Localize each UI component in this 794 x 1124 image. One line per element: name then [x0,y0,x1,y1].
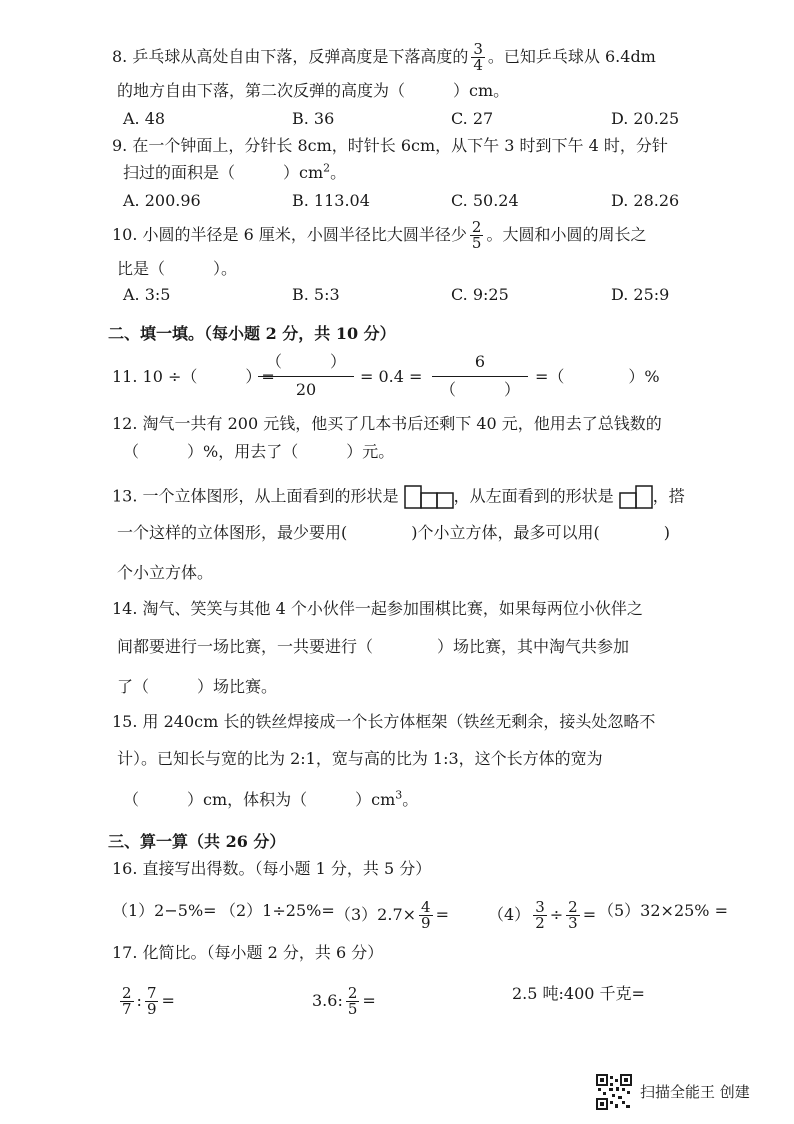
q14-line1: 14. 淘气、笑笑与其他 4 个小伙伴一起参加围棋比赛，如果每两位小伙伴之 [112,599,643,618]
q17-title: 17. 化简比。（每小题 2 分，共 6 分） [112,943,384,962]
q8-fraction: $\frac{3}{4}$ [473,40,483,74]
q14-line3: 了（ ）场比赛。 [117,677,278,696]
section-2-heading: 二、填一填。（每小题 2 分，共 10 分） [108,324,396,343]
q8-option-a: A. 48 [123,109,166,128]
q13-line2: 一个这样的立体图形，最少要用( )个小立方体，最多可以用( ) [117,523,670,542]
q16-item-3: （3）2.7× $\frac{4}{9}$ = [335,898,449,932]
scanner-watermark: 扫描全能王 创建 [640,1083,750,1101]
q16-item-2: （2）1÷25%= [220,901,335,920]
q13-line1: 13. 一个立体图形，从上面看到的形状是 ，从左面看到的形状是 ，搭 [112,485,685,509]
q8-option-b: B. 36 [292,109,335,128]
q10-option-b: B. 5:3 [292,285,340,304]
q16-item-5: （5）32×25% = [598,901,729,920]
q10-option-a: A. 3:5 [123,285,171,304]
q10-fraction: $\frac{2}{5}$ [471,218,482,252]
left-view-shape-icon [619,485,653,509]
q10-option-c: C. 9:25 [451,285,509,304]
q14-line2: 间都要进行一场比赛，一共要进行（ ）场比赛，其中淘气共参加 [117,637,630,656]
q11-frac2-bar [432,376,528,377]
q17-item-b: 3.6: $\frac{2}{5}$ = [312,984,376,1018]
q11-tail: =（ ）% [535,367,660,386]
q10-option-d: D. 25:9 [611,285,670,304]
q15-line3: （ ）cm，体积为（ ）$cm^3$。 [123,788,419,809]
q15-line1: 15. 用 240cm 长的铁丝焊接成一个长方体框架（铁丝无剩余，接头处忽略不 [112,712,656,731]
section-3-heading: 三、算一算（共 26 分） [108,832,286,851]
q12-line1: 12. 淘气一共有 200 元钱，他买了几本书后还剩下 40 元，他用去了总钱数的 [112,414,662,433]
q11-frac1-numerator: （ ） [265,352,346,371]
q9-line1: 9. 在一个钟面上，分针长 8cm，时针长 6cm，从下午 3 时到下午 4 时，分针 [112,136,668,155]
q8-option-c: C. 27 [451,109,494,128]
q16-item-1: （1）2−5%= [112,901,217,920]
q16-title: 16. 直接写出得数。（每小题 1 分，共 5 分） [112,859,432,878]
q17-item-a: $\frac{2}{7}$ : $\frac{7}{9}$ = [122,984,175,1018]
q17-item-c: 2.5 吨:400 千克= [512,984,645,1003]
q9-line2: 扫过的面积是（ ）$cm^2$。 [123,161,347,182]
q11-frac1-denominator: 20 [295,380,317,399]
q13-line3: 个小立方体。 [117,563,214,582]
q9-option-d: D. 28.26 [611,191,680,210]
q11-frac2-denominator: （ ） [439,380,520,399]
top-view-shape-icon [404,485,454,509]
q10-line2: 比是（ ）。 [117,259,238,278]
q8-line1: 8. 乒乓球从高处自由下落，反弹高度是下落高度的 $\frac{3}{4}$ 。已知乒乓球从 6.4dm [112,40,656,74]
qr-code-icon [596,1074,632,1110]
q11-frac2-numerator: 6 [474,352,486,371]
q11-frac1-bar [258,376,354,377]
q9-option-a: A. 200.96 [123,191,201,210]
q16-item-4: （4） $\frac{3}{2}$ ÷ $\frac{2}{3}$ = [488,898,597,932]
q8-option-d: D. 20.25 [611,109,680,128]
q9-option-c: C. 50.24 [451,191,519,210]
q9-option-b: B. 113.04 [292,191,370,210]
q8-line2: 的地方自由下落，第二次反弹的高度为（ ）cm。 [117,81,510,100]
q10-line1: 10. 小圆的半径是 6 厘米，小圆半径比大圆半径少 $\frac{2}{5}$ 。大圆和小圆的周长之 [112,218,647,252]
q11-lead: 11. 10 ÷（ ）= [112,367,275,386]
q12-line2: （ ）%，用去了（ ）元。 [123,442,395,461]
q11-mid: = 0.4 = [360,367,423,386]
q15-line2: 计）。已知长与宽的比为 2:1，宽与高的比为 1:3，这个长方体的宽为 [117,749,603,768]
